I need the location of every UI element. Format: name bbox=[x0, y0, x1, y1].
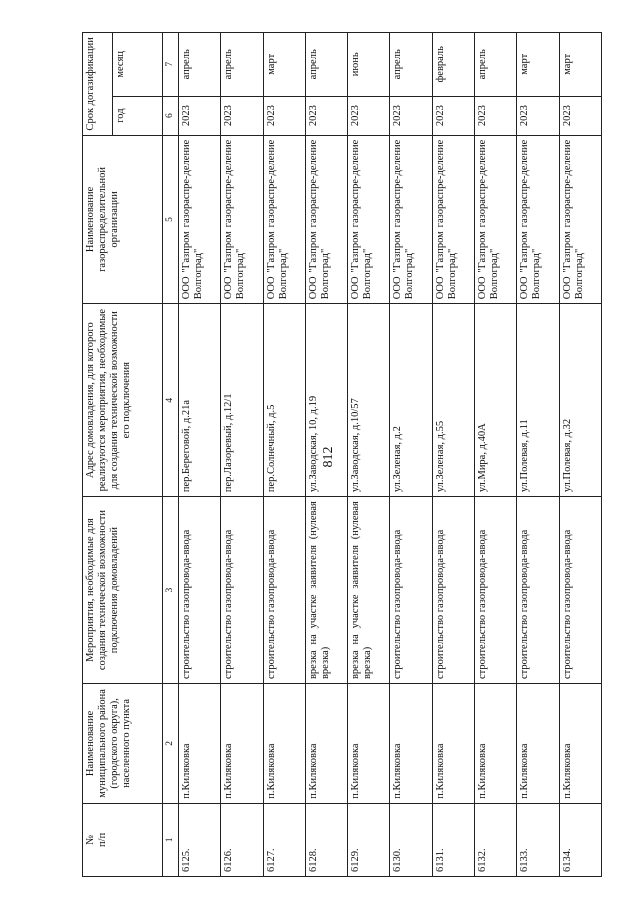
year-value: 2023 bbox=[221, 96, 263, 135]
settlement-name: п.Киляковка bbox=[178, 684, 220, 804]
table-row bbox=[432, 33, 474, 877]
rotated-table-container bbox=[82, 32, 599, 877]
year-value: 2023 bbox=[305, 96, 347, 135]
settlement-name: п.Киляковка bbox=[221, 684, 263, 804]
column-number-cell: 5 bbox=[163, 135, 179, 304]
header-num-text: № п/п bbox=[85, 832, 109, 847]
header-cell-org bbox=[83, 135, 163, 304]
organization-name: ООО "Газпром газораспре-деление Волгоград" bbox=[475, 135, 517, 304]
column-number-cell: 6 bbox=[163, 96, 179, 135]
header-row-top bbox=[83, 33, 113, 877]
header-cell-address bbox=[83, 304, 163, 497]
row-number: 6128. bbox=[305, 803, 347, 876]
table-row bbox=[263, 33, 305, 877]
settlement-name: п.Киляковка bbox=[475, 684, 517, 804]
address-text: ул.Мира, д.40А bbox=[475, 304, 517, 497]
settlement-name: п.Киляковка bbox=[305, 684, 347, 804]
header-org-text: Наименование газораспределительной организации bbox=[85, 166, 121, 272]
table-row bbox=[178, 33, 220, 877]
address-text: ул.Зеленая, д.2 bbox=[390, 304, 432, 497]
column-number-cell: 3 bbox=[163, 497, 179, 684]
settlement-name: п.Киляковка bbox=[559, 684, 601, 804]
settlement-name: п.Киляковка bbox=[517, 684, 559, 804]
month-value: апрель bbox=[305, 33, 347, 97]
month-value: март bbox=[559, 33, 601, 97]
month-value: март bbox=[263, 33, 305, 97]
measure-text: врезка на участке заявителя (нулевая врезка) bbox=[348, 497, 390, 684]
settlement-name: п.Киляковка bbox=[390, 684, 432, 804]
organization-name: ООО "Газпром газораспре-деление Волгоград" bbox=[221, 135, 263, 304]
measure-text: строительство газопровода-ввода bbox=[432, 497, 474, 684]
column-number-cell: 7 bbox=[163, 33, 179, 97]
table-row bbox=[475, 33, 517, 877]
organization-name: ООО "Газпром газораспре-деление Волгоград" bbox=[559, 135, 601, 304]
address-text: пер.Береговой, д.21а bbox=[178, 304, 220, 497]
measure-text: строительство газопровода-ввода bbox=[263, 497, 305, 684]
address-text: ул.Полевая, д.11 bbox=[517, 304, 559, 497]
measure-text: строительство газопровода-ввода bbox=[221, 497, 263, 684]
address-text: ул.Заводская, 10, д.19 bbox=[305, 304, 347, 497]
header-cell-year bbox=[113, 96, 163, 135]
row-number: 6133. bbox=[517, 803, 559, 876]
table-row bbox=[348, 33, 390, 877]
header-measure-text: Мероприятия, необходимые для создания технической возможности подключения домовладений bbox=[85, 510, 121, 671]
organization-name: ООО "Газпром газораспре-деление Волгоград" bbox=[263, 135, 305, 304]
row-number: 6129. bbox=[348, 803, 390, 876]
row-number: 6127. bbox=[263, 803, 305, 876]
row-number: 6134. bbox=[559, 803, 601, 876]
address-text: пер.Солнечный, д.5 bbox=[263, 304, 305, 497]
organization-name: ООО "Газпром газораспре-деление Волгоград" bbox=[390, 135, 432, 304]
header-term-text: Срок догазификации bbox=[85, 37, 96, 131]
column-number-cell: 1 bbox=[163, 803, 179, 876]
table-row bbox=[221, 33, 263, 877]
measure-text: строительство газопровода-ввода bbox=[517, 497, 559, 684]
month-value: апрель bbox=[475, 33, 517, 97]
organization-name: ООО "Газпром газораспре-деление Волгоград" bbox=[432, 135, 474, 304]
header-address-text: Адрес домовладения, для которого реализуются мероприятия, необходимые для создания технической возможности его подключения bbox=[85, 309, 133, 492]
address-text: пер.Лазоревый, д.12/1 bbox=[221, 304, 263, 497]
month-value: апрель bbox=[178, 33, 220, 97]
measure-text: строительство газопровода-ввода bbox=[559, 497, 601, 684]
row-number: 6126. bbox=[221, 803, 263, 876]
address-text: ул.Полевая, д.32 bbox=[559, 304, 601, 497]
header-cell-term bbox=[83, 33, 113, 136]
header-settlement-text: Наименование муниципального района (городского округа), населенного пункта bbox=[85, 689, 133, 798]
settlement-name: п.Киляковка bbox=[432, 684, 474, 804]
measure-text: строительство газопровода-ввода bbox=[475, 497, 517, 684]
year-value: 2023 bbox=[348, 96, 390, 135]
settlement-name: п.Киляковка bbox=[263, 684, 305, 804]
year-value: 2023 bbox=[432, 96, 474, 135]
year-value: 2023 bbox=[263, 96, 305, 135]
measure-text: врезка на участке заявителя (нулевая врезка) bbox=[305, 497, 347, 684]
table-row bbox=[390, 33, 432, 877]
year-value: 2023 bbox=[517, 96, 559, 135]
header-year-text: год bbox=[115, 108, 126, 123]
header-cell-settlement bbox=[83, 684, 163, 804]
column-number-cell: 4 bbox=[163, 304, 179, 497]
measure-text: строительство газопровода-ввода bbox=[178, 497, 220, 684]
header-cell-measure bbox=[83, 497, 163, 684]
organization-name: ООО "Газпром газораспре-деление Волгоград" bbox=[305, 135, 347, 304]
column-number-cell: 2 bbox=[163, 684, 179, 804]
table-row bbox=[559, 33, 601, 877]
page-number-text: 812 bbox=[321, 446, 336, 468]
month-value: февраль bbox=[432, 33, 474, 97]
address-text: ул.Заводская, д.10/57 bbox=[348, 304, 390, 497]
gasification-table bbox=[82, 32, 602, 877]
organization-name: ООО "Газпром газораспре-деление Волгоград" bbox=[178, 135, 220, 304]
year-value: 2023 bbox=[390, 96, 432, 135]
month-value: март bbox=[517, 33, 559, 97]
row-number: 6125. bbox=[178, 803, 220, 876]
row-number: 6132. bbox=[475, 803, 517, 876]
row-number: 6130. bbox=[390, 803, 432, 876]
header-month-text: месяц bbox=[115, 50, 126, 78]
year-value: 2023 bbox=[475, 96, 517, 135]
year-value: 2023 bbox=[178, 96, 220, 135]
column-number-row bbox=[163, 33, 179, 877]
month-value: июнь bbox=[348, 33, 390, 97]
settlement-name: п.Киляковка bbox=[348, 684, 390, 804]
address-text: ул.Зеленая, д.55 bbox=[432, 304, 474, 497]
row-number: 6131. bbox=[432, 803, 474, 876]
table-row bbox=[517, 33, 559, 877]
header-cell-num bbox=[83, 803, 163, 876]
year-value: 2023 bbox=[559, 96, 601, 135]
measure-text: строительство газопровода-ввода bbox=[390, 497, 432, 684]
month-value: апрель bbox=[390, 33, 432, 97]
organization-name: ООО "Газпром газораспре-деление Волгоград" bbox=[348, 135, 390, 304]
table-row bbox=[305, 33, 347, 877]
organization-name: ООО "Газпром газораспре-деление Волгоград" bbox=[517, 135, 559, 304]
header-cell-month bbox=[113, 33, 163, 97]
month-value: апрель bbox=[221, 33, 263, 97]
